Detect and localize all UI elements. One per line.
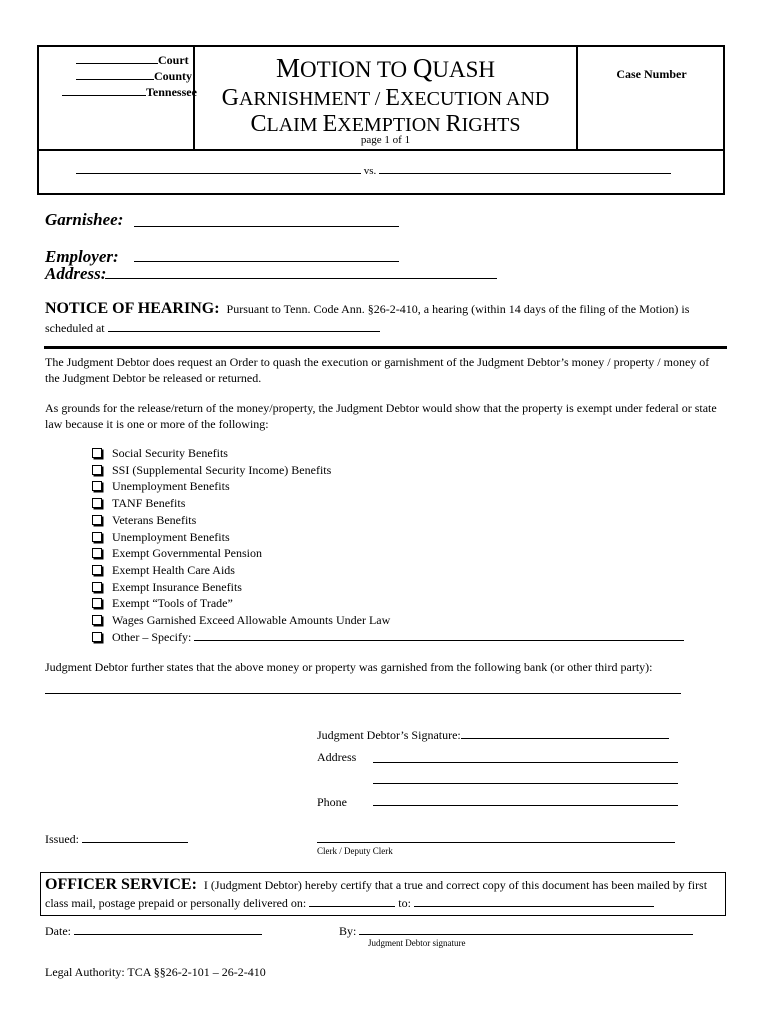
other-specify-input[interactable] [194,640,684,641]
title-text-a: OTION TO [300,57,413,82]
debtor-address-input-1[interactable] [373,762,678,763]
exemption-checklist [90,445,684,645]
exemption-item[interactable] [90,495,684,512]
date-label: Date: [45,924,71,938]
signature-input[interactable] [461,738,669,739]
title3-text-a: LAIM [266,114,323,136]
issued-label: Issued: [45,832,79,846]
title3-initial-c: C [250,111,267,137]
exemption-label: Exempt Insurance Benefits [112,579,242,594]
by-label: By: [339,924,357,938]
officer-line1 [45,876,707,894]
signature-line [317,727,669,743]
checkbox-icon[interactable] [92,548,102,558]
address-label: Address: [45,264,107,283]
document-title-line2 [195,85,576,112]
page-indicator: page 1 of 1 [360,134,411,146]
case-number-label: Case Number [616,67,687,81]
officer-text2: class mail, postage prepaid or personally delivered on: [45,896,307,910]
date-input[interactable] [74,934,262,935]
request-paragraph: The Judgment Debtor does request an Order to quash the execution or garnishment of the Judgment Debtor’s money / property / money of the Judgment Debtor be released or returned. [45,355,710,385]
exemption-item[interactable] [90,478,684,495]
title3-initial-r: R [445,111,462,137]
by-line [339,923,693,939]
exemption-item[interactable] [90,529,684,546]
title2-initial-e: E [385,85,400,111]
debtor-address-input-2[interactable] [373,783,678,784]
header-box [37,45,725,195]
checkbox-icon[interactable] [92,515,102,525]
exemption-label: Exempt Governmental Pension [112,546,262,561]
employer-label: Employer: [45,247,119,266]
to-label: to: [398,896,411,910]
defendant-blank[interactable] [379,173,671,174]
clerk-signature-input[interactable] [317,842,675,843]
officer-line2 [45,895,654,911]
exemption-item[interactable] [90,579,684,596]
scheduled-input[interactable] [108,331,380,332]
bank-input[interactable] [45,693,681,694]
title3-initial-e: E [322,111,338,137]
phone-input[interactable] [373,805,678,806]
notice-heading: NOTICE OF HEARING: [45,300,220,317]
county-line [76,68,192,84]
debtor-signature-caption: Judgment Debtor signature [368,938,466,948]
checkbox-icon[interactable] [92,632,102,642]
exemption-item[interactable] [90,595,684,612]
exemption-label: SSI (Supplemental Security Income) Benefits [112,462,332,477]
exemption-label: Exempt “Tools of Trade” [112,596,233,611]
checkbox-icon[interactable] [92,481,102,491]
delivered-to-input[interactable] [414,906,654,907]
title-initial-m: M [275,53,300,83]
checkbox-icon[interactable] [92,582,102,592]
exemption-item[interactable] [90,512,684,529]
checkbox-icon[interactable] [92,448,102,458]
checkbox-icon[interactable] [92,615,102,625]
exemption-label: Other – Specify: [112,629,192,644]
exemption-label: Unemployment Benefits [112,479,230,494]
state-label: Tennessee [146,85,197,99]
header-divider-right [576,47,578,151]
exemption-item[interactable] [90,545,684,562]
officer-text1: I (Judgment Debtor) hereby certify that a true and correct copy of this document has been mailed by first [203,878,708,892]
exemption-label: Unemployment Benefits [112,529,230,544]
checkbox-icon[interactable] [92,532,102,542]
court-label: Court [158,53,189,67]
exemption-label: Exempt Health Care Aids [112,562,235,577]
state-line [62,84,197,100]
court-line [76,52,189,68]
scheduled-line [45,320,380,336]
issued-line [45,831,188,847]
exemption-label: Wages Garnished Exceed Allowable Amounts Under Law [112,613,391,628]
title2-text-b: XECUTION AND [399,88,550,110]
employer-input[interactable] [134,261,399,262]
by-input[interactable] [359,934,693,935]
title2-initial-g: G [221,85,239,111]
clerk-label: Clerk / Deputy Clerk [317,846,393,856]
garnishee-label: Garnishee: [45,210,124,229]
county-label: County [154,69,193,83]
legal-authority: Legal Authority: TCA §§26-2-101 – 26-2-410 [45,965,266,979]
plaintiff-blank[interactable] [76,173,361,174]
parties-line [76,165,671,177]
header-divider-bottom [39,149,723,151]
officer-heading: OFFICER SERVICE: [45,876,197,893]
phone-label: Phone [317,795,347,809]
exemption-label: Veterans Benefits [112,512,197,527]
notice-text: Pursuant to Tenn. Code Ann. §26-2-410, a hearing (within 14 days of the filing of the Motion) is [226,302,690,316]
county-blank[interactable] [76,79,154,80]
title-text-b: UASH [432,57,495,82]
exemption-label: TANF Benefits [112,496,186,511]
date-line [45,923,262,939]
title3-text-c: IGHTS [461,114,521,136]
checkbox-icon[interactable] [92,498,102,508]
further-statement: Judgment Debtor further states that the above money or property was garnished from the following bank (or other third party): [45,660,653,674]
officer-service-box [40,872,726,916]
exemption-item[interactable] [90,562,684,579]
notice-of-hearing [45,300,689,318]
exemption-item[interactable] [90,629,684,646]
signature-label: Judgment Debtor’s Signature: [317,728,461,742]
section-separator [44,346,727,349]
court-blank[interactable] [76,63,158,64]
checkbox-icon[interactable] [92,565,102,575]
title3-text-b: XEMPTION [337,114,446,136]
checkbox-icon[interactable] [92,598,102,608]
document-title-line1 [195,53,576,84]
garnishee-input[interactable] [134,226,399,227]
issued-input[interactable] [82,842,188,843]
scheduled-label: scheduled at [45,321,105,335]
grounds-paragraph: As grounds for the release/return of the money/property, the Judgment Debtor would show that the property is exempt under federal or state law because it is one or more of the following: [45,401,717,431]
exemption-item[interactable] [90,462,684,479]
exemption-label: Social Security Benefits [112,446,228,460]
title-initial-q: Q [412,53,433,83]
exemption-item[interactable] [90,445,684,462]
title2-text-a: ARNISHMENT / [238,88,386,110]
delivered-date-input[interactable] [309,906,395,907]
state-blank[interactable] [62,95,146,96]
exemption-item[interactable] [90,612,684,629]
debtor-address-label: Address [317,750,357,764]
address-input[interactable] [105,278,497,279]
checkbox-icon[interactable] [92,465,102,475]
vs-label: vs. [363,165,377,177]
